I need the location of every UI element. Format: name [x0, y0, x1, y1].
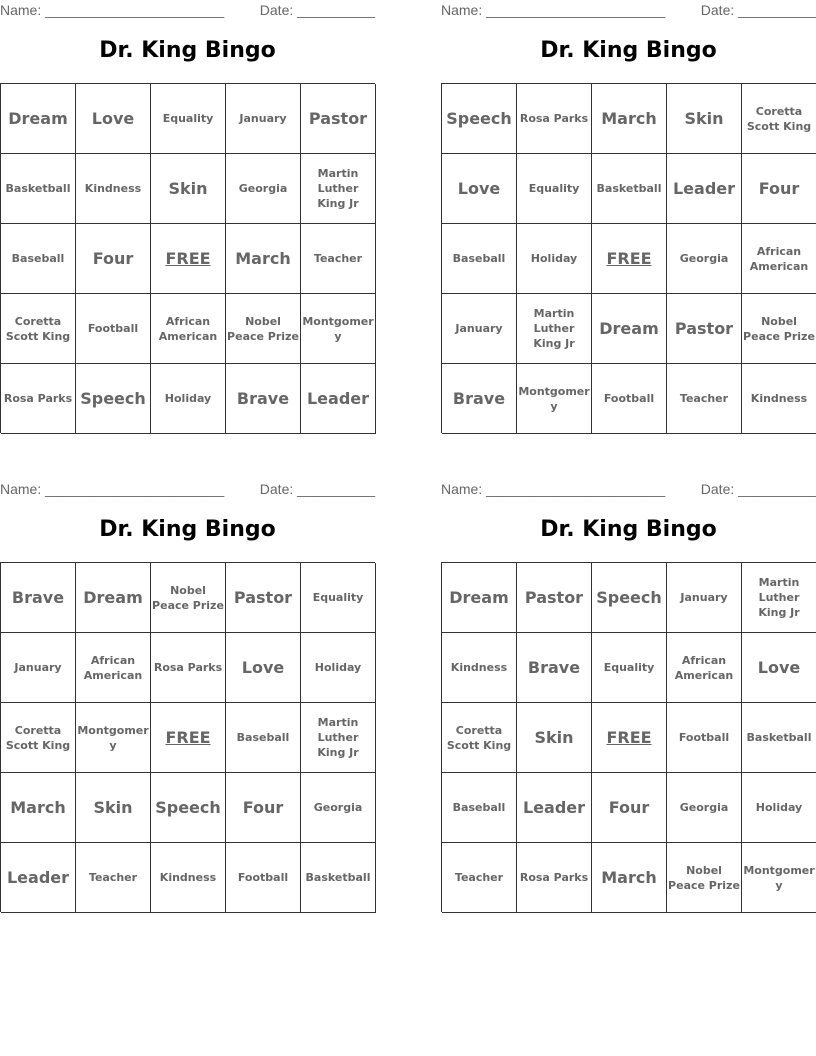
bingo-grid — [0, 562, 375, 912]
bingo-cell: Holiday — [301, 633, 376, 703]
bingo-cell: Skin — [667, 84, 742, 154]
bingo-cell: Four — [592, 773, 667, 843]
bingo-cell: Teacher — [76, 843, 151, 913]
bingo-cell: Speech — [151, 773, 226, 843]
bingo-cell: Speech — [592, 563, 667, 633]
bingo-cell: Rosa Parks — [517, 84, 592, 154]
bingo-cell: January — [442, 294, 517, 364]
bingo-cell: Dream — [76, 563, 151, 633]
name-line: Name: _______________________ — [441, 481, 666, 497]
bingo-cell: Pastor — [517, 563, 592, 633]
bingo-cell: Teacher — [442, 843, 517, 913]
bingo-cell: Rosa Parks — [151, 633, 226, 703]
bingo-grid — [0, 83, 375, 433]
bingo-cell: Montgomery — [301, 294, 376, 364]
bingo-cell: January — [667, 563, 742, 633]
bingo-cell: March — [226, 224, 301, 294]
bingo-grid — [441, 562, 816, 912]
bingo-cell: Equality — [517, 154, 592, 224]
bingo-cell: Equality — [151, 84, 226, 154]
bingo-cell: Leader — [667, 154, 742, 224]
bingo-cell: Holiday — [742, 773, 816, 843]
bingo-cell: Brave — [226, 364, 301, 434]
bingo-cell: Speech — [442, 84, 517, 154]
bingo-cell: African American — [76, 633, 151, 703]
bingo-cell: Four — [226, 773, 301, 843]
bingo-cell: Equality — [301, 563, 376, 633]
bingo-cell: Montgomery — [517, 364, 592, 434]
bingo-cell: Georgia — [667, 773, 742, 843]
bingo-cell: Basketball — [742, 703, 816, 773]
bingo-cell: Coretta Scott King — [1, 703, 76, 773]
bingo-cell: Nobel Peace Prize — [151, 563, 226, 633]
bingo-cell: Dream — [592, 294, 667, 364]
bingo-cell: Holiday — [151, 364, 226, 434]
name-line: Name: _______________________ — [441, 2, 666, 18]
bingo-card-4 — [441, 479, 816, 914]
bingo-cell: Love — [742, 633, 816, 703]
bingo-cell: Equality — [592, 633, 667, 703]
bingo-cell: Teacher — [301, 224, 376, 294]
bingo-cell: Brave — [1, 563, 76, 633]
bingo-cell: Teacher — [667, 364, 742, 434]
bingo-cell: Martin Luther King Jr — [517, 294, 592, 364]
bingo-cell: African American — [742, 224, 816, 294]
bingo-cell: Football — [226, 843, 301, 913]
bingo-cell: Speech — [76, 364, 151, 434]
bingo-cell: Kindness — [76, 154, 151, 224]
bingo-cell: Rosa Parks — [1, 364, 76, 434]
date-line: Date: __________ — [700, 481, 816, 497]
bingo-cell: Leader — [301, 364, 376, 434]
bingo-cell: Montgomery — [76, 703, 151, 773]
bingo-grid — [441, 83, 816, 433]
card-title: Dr. King Bingo — [99, 517, 276, 542]
bingo-cell: Baseball — [442, 224, 517, 294]
bingo-cell: Brave — [517, 633, 592, 703]
free-space: FREE — [592, 224, 667, 294]
card-title: Dr. King Bingo — [540, 517, 717, 542]
bingo-cell: Nobel Peace Prize — [742, 294, 816, 364]
bingo-cell: Coretta Scott King — [1, 294, 76, 364]
bingo-card-2 — [441, 0, 816, 435]
bingo-cell: Basketball — [592, 154, 667, 224]
bingo-cell: Love — [76, 84, 151, 154]
bingo-cell: Pastor — [226, 563, 301, 633]
bingo-cell: Nobel Peace Prize — [226, 294, 301, 364]
bingo-cell: Leader — [517, 773, 592, 843]
bingo-cell: Skin — [151, 154, 226, 224]
bingo-cell: Holiday — [517, 224, 592, 294]
bingo-cell: African American — [667, 633, 742, 703]
card-title: Dr. King Bingo — [99, 38, 276, 63]
bingo-cell: Skin — [517, 703, 592, 773]
bingo-cell: Football — [592, 364, 667, 434]
bingo-cell: Baseball — [442, 773, 517, 843]
bingo-cell: Dream — [442, 563, 517, 633]
free-space: FREE — [592, 703, 667, 773]
bingo-cell: March — [592, 84, 667, 154]
bingo-card-1 — [0, 0, 375, 435]
bingo-cell: Baseball — [226, 703, 301, 773]
bingo-cell: Martin Luther King Jr — [742, 563, 816, 633]
free-space: FREE — [151, 703, 226, 773]
bingo-cell: Football — [76, 294, 151, 364]
bingo-cell: Georgia — [301, 773, 376, 843]
bingo-cell: January — [1, 633, 76, 703]
bingo-cell: Brave — [442, 364, 517, 434]
date-line: Date: __________ — [700, 2, 816, 18]
bingo-cell: Pastor — [301, 84, 376, 154]
bingo-cell: Pastor — [667, 294, 742, 364]
bingo-cell: Georgia — [226, 154, 301, 224]
bingo-cell: March — [592, 843, 667, 913]
bingo-cell: Football — [667, 703, 742, 773]
bingo-cell: Montgomery — [742, 843, 816, 913]
bingo-cell: Georgia — [667, 224, 742, 294]
bingo-cell: Basketball — [301, 843, 376, 913]
bingo-cell: Four — [742, 154, 816, 224]
bingo-cell: January — [226, 84, 301, 154]
bingo-cell: Four — [76, 224, 151, 294]
bingo-cell: Coretta Scott King — [442, 703, 517, 773]
bingo-cell: Kindness — [442, 633, 517, 703]
bingo-cell: Rosa Parks — [517, 843, 592, 913]
name-line: Name: _______________________ — [0, 2, 225, 18]
bingo-cell: March — [1, 773, 76, 843]
bingo-cell: Coretta Scott King — [742, 84, 816, 154]
bingo-cell: Love — [226, 633, 301, 703]
bingo-cell: Nobel Peace Prize — [667, 843, 742, 913]
free-space: FREE — [151, 224, 226, 294]
bingo-cell: Dream — [1, 84, 76, 154]
bingo-card-3 — [0, 479, 375, 914]
bingo-cell: Kindness — [742, 364, 816, 434]
bingo-cell: Love — [442, 154, 517, 224]
name-line: Name: _______________________ — [0, 481, 225, 497]
bingo-cell: Kindness — [151, 843, 226, 913]
bingo-cell: African American — [151, 294, 226, 364]
bingo-cell: Basketball — [1, 154, 76, 224]
bingo-cell: Baseball — [1, 224, 76, 294]
card-title: Dr. King Bingo — [540, 38, 717, 63]
bingo-cell: Martin Luther King Jr — [301, 703, 376, 773]
date-line: Date: __________ — [259, 2, 375, 18]
bingo-cell: Martin Luther King Jr — [301, 154, 376, 224]
date-line: Date: __________ — [259, 481, 375, 497]
bingo-cell: Leader — [1, 843, 76, 913]
bingo-cell: Skin — [76, 773, 151, 843]
